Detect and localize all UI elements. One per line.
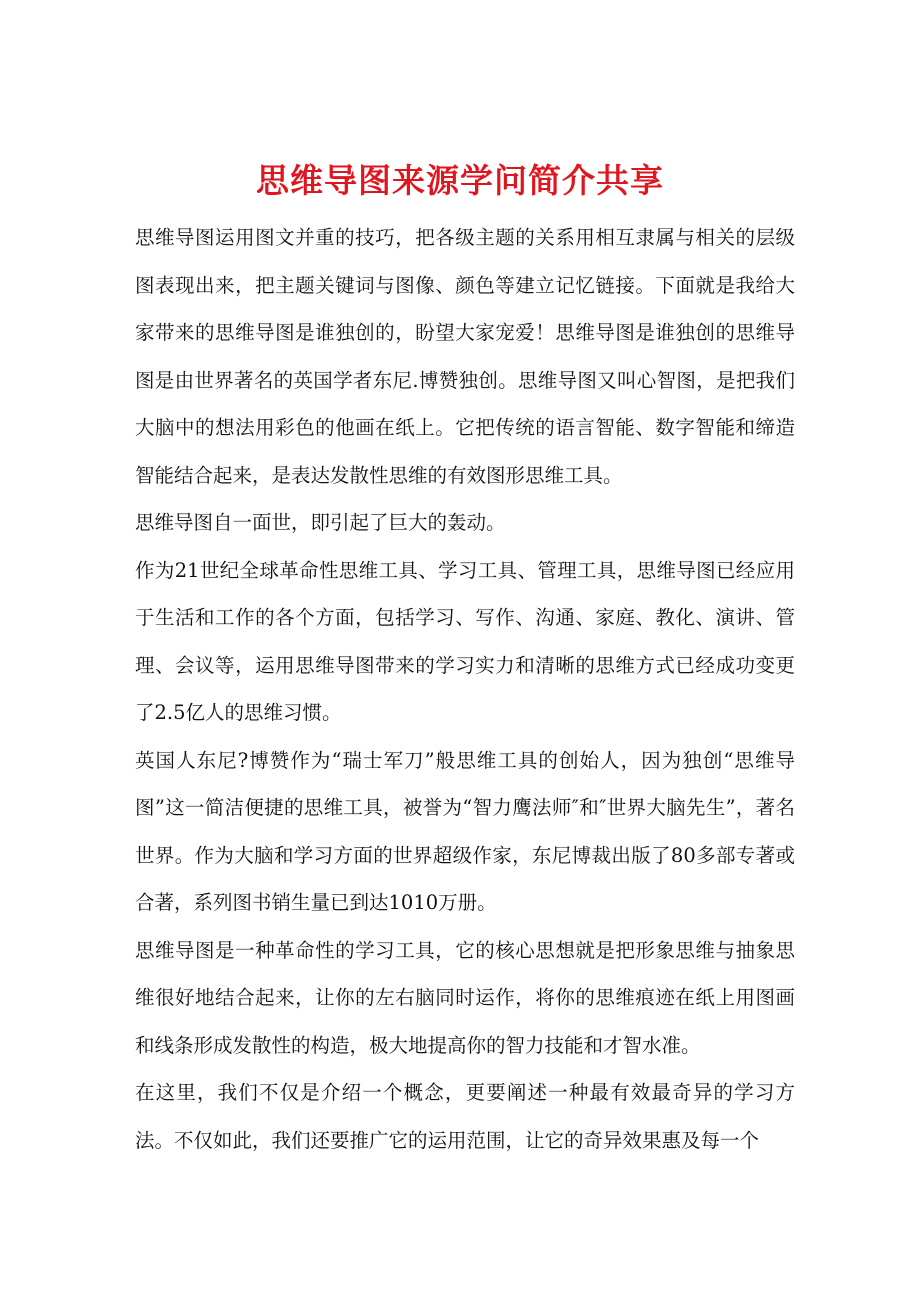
paragraph-intro: 思维导图运用图文并重的技巧，把各级主题的关系用相互隶属与相关的层级图表现出来，把主题关键词与图像、颜色等建立记忆链接。下面就是我给大家带来的思维导图是谁独创的，盼望大家宠爱！思维导图是谁独创的思维导图是由世界著名的英国学者东尼.博赞独创。思维导图又叫心智图，是把我们大脑中的想法用彩色的他画在纸上。它把传统的语言智能、数字智能和缔造智能结合起来，是表达发散性思维的有效图形思维工具。 bbox=[135, 226, 795, 487]
document-title: 思维导图来源学问简介共享 bbox=[256, 161, 664, 201]
paragraph-debut: 思维导图自一面世，即引起了巨大的轰动。 bbox=[135, 511, 506, 534]
paragraph-core-idea: 思维导图是一种革命性的学习工具，它的核心思想就是把形象思维与抽象思维很好地结合起来，让你的左右脑同时运作，将你的思维痕迹在纸上用图画和线条形成发散性的构造，极大地提高你的智力技能和才智水准。 bbox=[135, 938, 795, 1057]
paragraph-applications: 作为21世纪全球革命性思维工具、学习工具、管理工具，思维导图已经应用于生活和工作的各个方面，包括学习、写作、沟通、家庭、教化、演讲、管理、会议等，运用思维导图带来的学习实力和清晰的思维方式已经成功变更了2.5亿人的思维习惯。 bbox=[135, 558, 795, 724]
document-body bbox=[135, 214, 795, 1164]
paragraph-method: 在这里，我们不仅是介绍一个概念，更要阐述一种最有效最奇异的学习方法。不仅如此，我们还要推广它的运用范围，让它的奇异效果惠及每一个 bbox=[135, 1081, 795, 1152]
paragraph-founder: 英国人东尼?博赞作为“瑞士军刀”般思维工具的创始人，因为独创“思维导图”这一简洁便捷的思维工具，被誉为“智力鹰法师″和″世界大脑先生”，著名世界。作为大脑和学习方面的世界超级作家，东尼博裁出版了80多部专著或合著，系列图书销生量已到达1010万册。 bbox=[135, 748, 795, 914]
